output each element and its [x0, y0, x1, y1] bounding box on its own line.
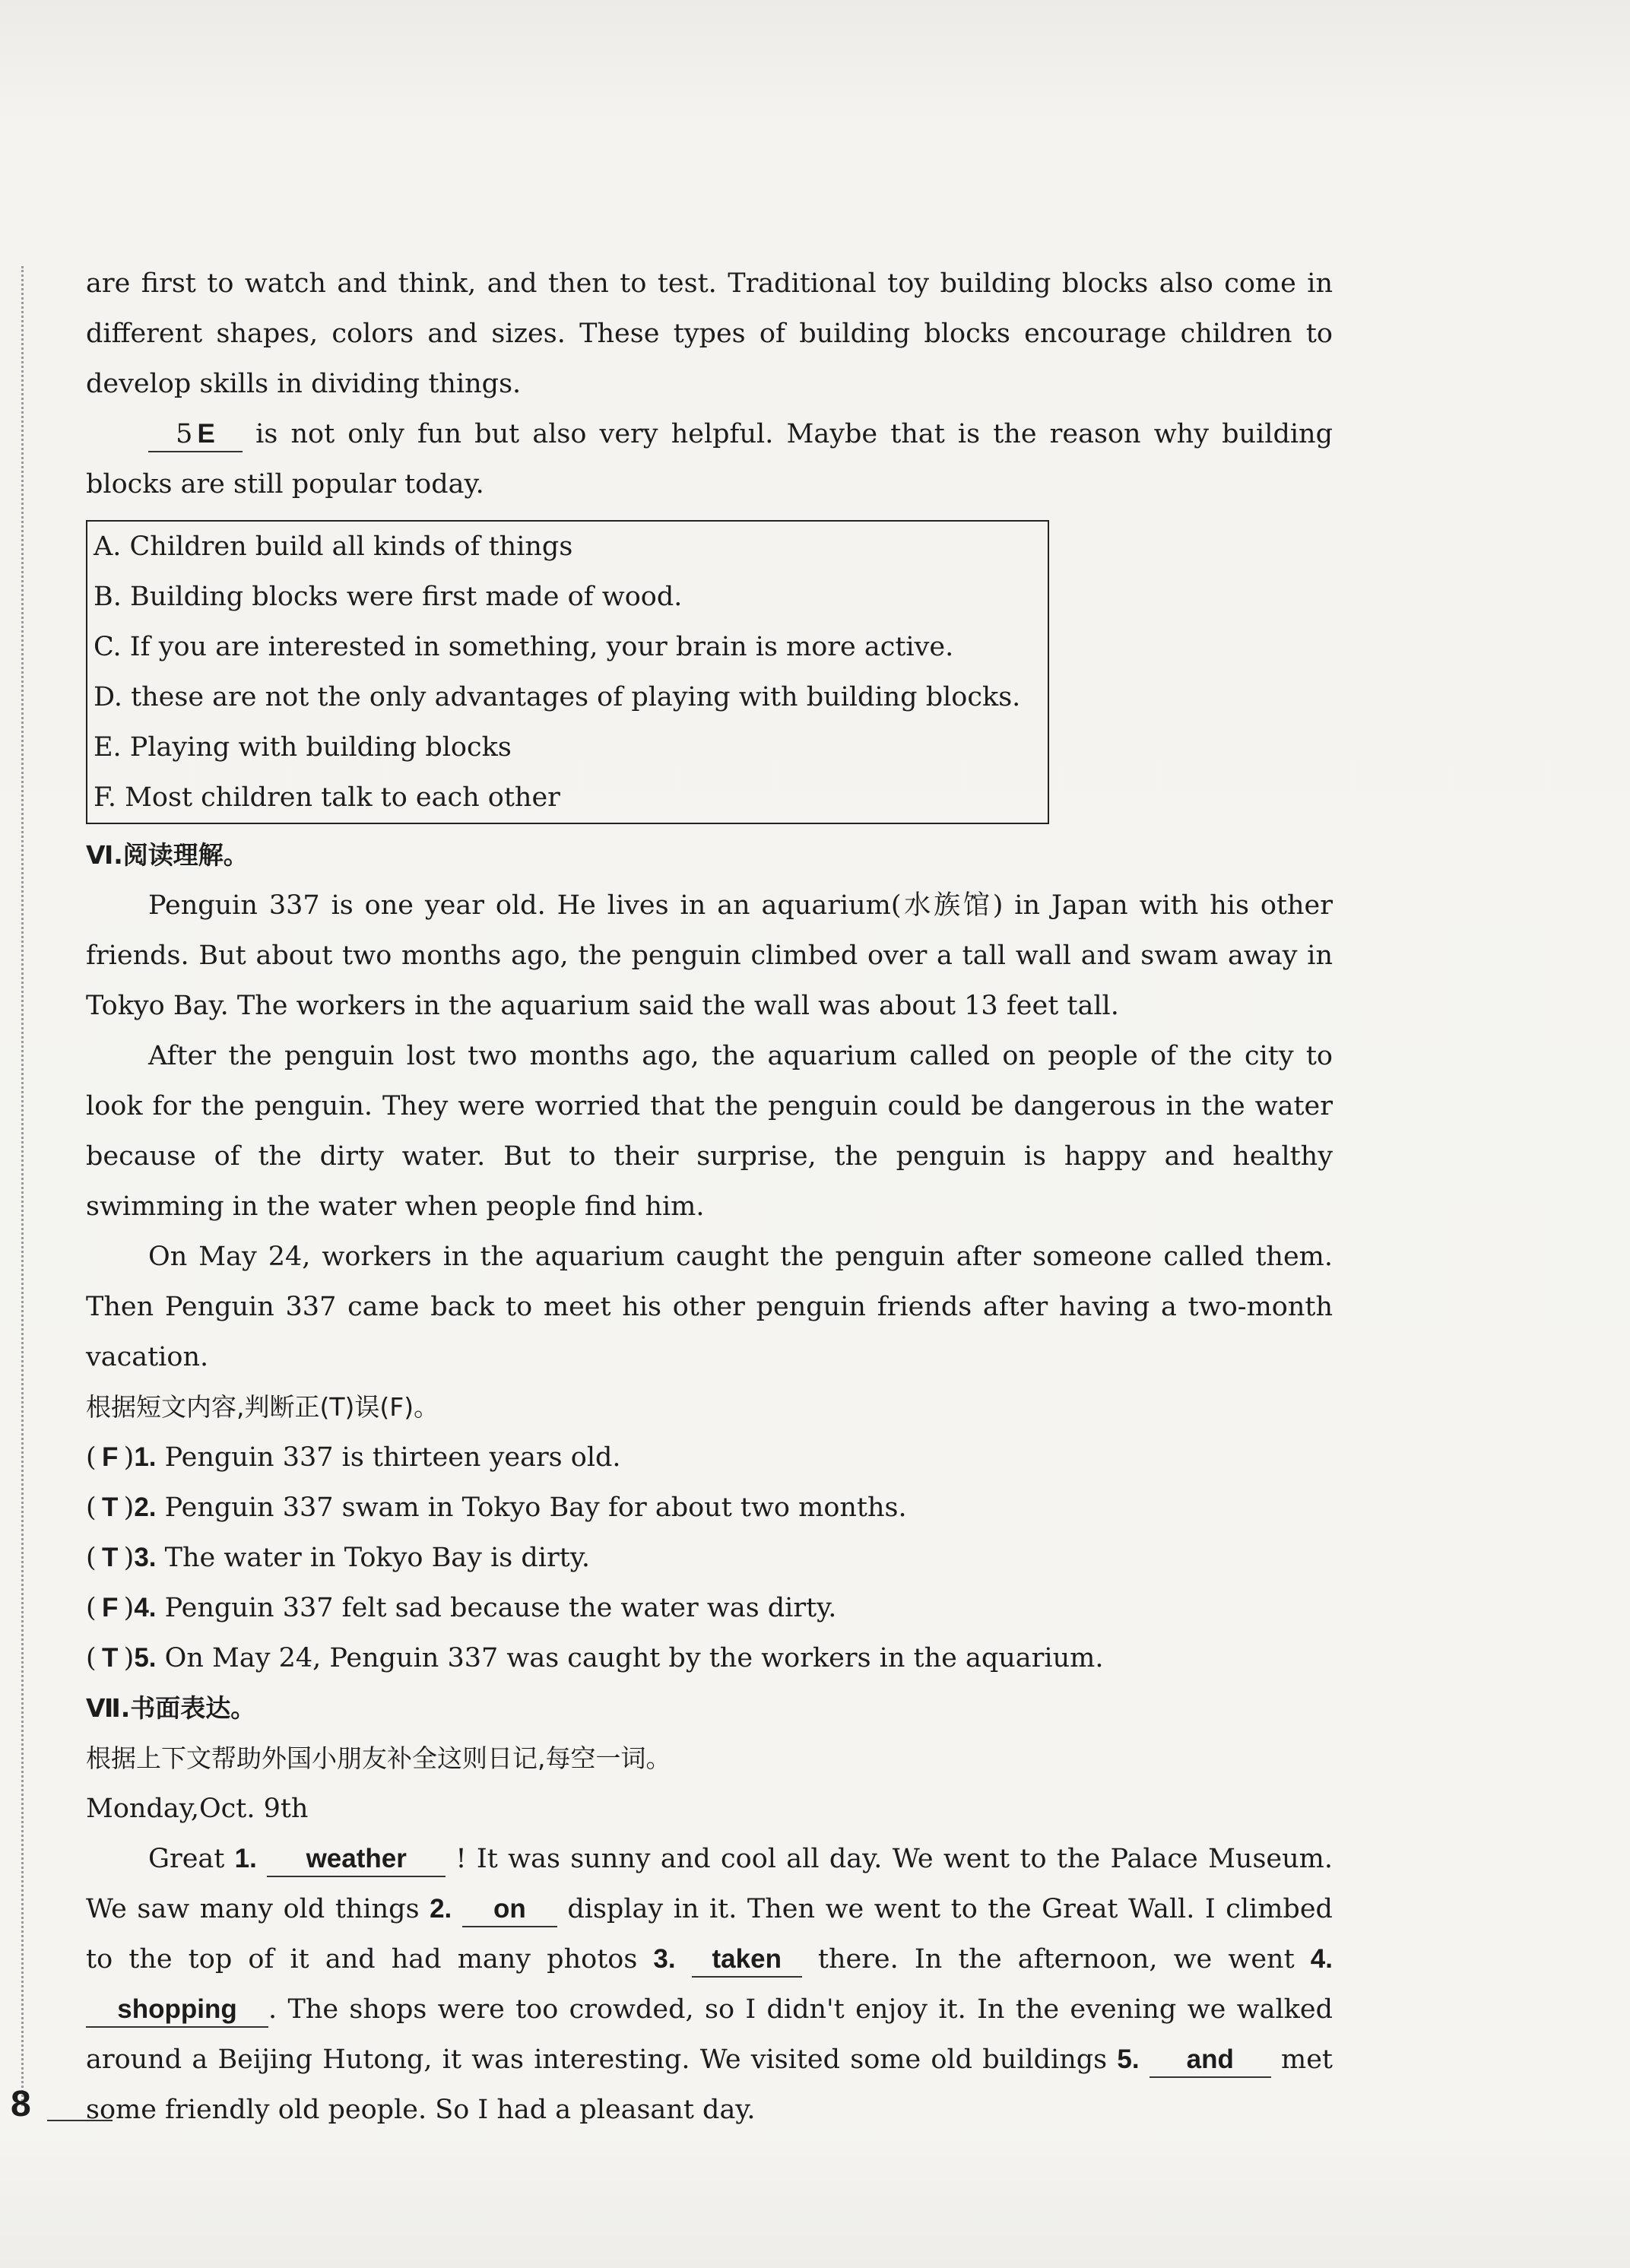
tf-answer[interactable]: T	[101, 1643, 119, 1673]
section-6-heading: Ⅵ.阅读理解。	[86, 840, 249, 870]
blank-number-2: 2.	[430, 1894, 452, 1924]
blank-number-3: 3.	[653, 1944, 676, 1974]
diary-text: met some friendly old people. So I had a pleasant day.	[86, 2044, 1333, 2125]
answer-blank-5-diary[interactable]: and	[1150, 2043, 1271, 2078]
content-area	[86, 259, 1333, 2135]
tf-answer[interactable]: F	[101, 1442, 119, 1472]
writing-instruction: 根据上下文帮助外国小朋友补全这则日记,每空一词。	[86, 1743, 671, 1773]
option-f: F. Most children talk to each other	[94, 782, 560, 813]
option-a: A. Children build all kinds of things	[94, 531, 573, 562]
answer-blank-4[interactable]: shopping	[86, 1993, 268, 2028]
blank-answer: E	[197, 419, 215, 449]
tf-question-2: ( T )2. Penguin 337 swam in Tokyo Bay for about two months.	[86, 1483, 1333, 1533]
tf-text: Penguin 337 felt sad because the water was dirty.	[164, 1593, 837, 1623]
tf-text: The water in Tokyo Bay is dirty.	[164, 1543, 590, 1573]
reading-paragraph-3: On May 24, workers in the aquarium caught the penguin after someone called them. Then Penguin 337 came back to meet his other penguin friends after having a two-month vacation.	[86, 1242, 1333, 1372]
blank-number-1: 1.	[234, 1844, 257, 1873]
answer-blank-3[interactable]: taken	[692, 1943, 802, 1978]
diary-text: display in it. Then we went to the Great Wall. I climbed to the top of it and had many photos	[86, 1894, 1333, 1975]
passage-paragraph-with-blank	[86, 409, 1333, 509]
tf-number: 4.	[134, 1593, 157, 1622]
answer-blank-5[interactable]	[148, 417, 243, 452]
blank-number-4: 4.	[1310, 1944, 1333, 1974]
diary-text: ! It was sunny and cool all day. We went to the Palace Museum. We saw many old things	[86, 1844, 1333, 1924]
tf-text: Penguin 337 swam in Tokyo Bay for about two months.	[164, 1492, 907, 1523]
diary-text: . The shops were too crowded, so I didn't enjoy it. In the evening we walked around a Beijing Hutong, it was interesting. We visited some old buildings	[86, 1994, 1333, 2075]
tf-question-5: ( T )5. On May 24, Penguin 337 was caught by the workers in the aquarium.	[86, 1633, 1333, 1683]
section-7-heading: Ⅶ.书面表达。	[86, 1693, 256, 1723]
option-e: E. Playing with building blocks	[94, 732, 512, 763]
blank-number: 5	[176, 419, 193, 449]
answer-blank-2[interactable]: on	[462, 1892, 557, 1927]
page-number-rule	[47, 2120, 113, 2121]
reading-paragraph-1: Penguin 337 is one year old. He lives in an aquarium(水族馆) in Japan with his other friends. But about two months ago, the penguin climbed over a tall wall and swam away in Tokyo Bay. The workers in the aquarium said the wall was about 13 feet tall.	[86, 890, 1333, 1021]
page-number: 8	[11, 2084, 31, 2124]
tf-number: 2.	[134, 1492, 157, 1522]
option-c: C. If you are interested in something, your brain is more active.	[94, 632, 954, 662]
reading-paragraph-2: After the penguin lost two months ago, the aquarium called on people of the city to look for the penguin. They were worried that the penguin could be dangerous in the water because of the dirty water. But to their surprise, the penguin is happy and healthy swimming in the water when people find him.	[86, 1041, 1333, 1222]
tf-text: On May 24, Penguin 337 was caught by the workers in the aquarium.	[164, 1643, 1104, 1673]
diary-paragraph	[86, 1834, 1333, 2135]
tf-number: 3.	[134, 1543, 157, 1572]
tf-number: 1.	[134, 1442, 157, 1472]
tf-question-3: ( T )3. The water in Tokyo Bay is dirty.	[86, 1533, 1333, 1583]
tf-answer[interactable]: T	[101, 1543, 119, 1572]
passage-paragraph: are first to watch and think, and then to test. Traditional toy building blocks also come in different shapes, colors and sizes. These types of building blocks encourage children to develop skills in dividing things.	[86, 268, 1333, 399]
tf-text: Penguin 337 is thirteen years old.	[164, 1442, 621, 1473]
passage-text: is not only fun but also very helpful. Maybe that is the reason why building blocks are still popular today.	[86, 419, 1333, 500]
diary-text: Great	[148, 1844, 225, 1874]
tf-instruction: 根据短文内容,判断正(T)误(F)。	[86, 1392, 439, 1422]
option-b: B. Building blocks were first made of wood.	[94, 582, 683, 612]
tf-question-4: ( F )4. Penguin 337 felt sad because the water was dirty.	[86, 1583, 1333, 1633]
binding-margin-line	[21, 266, 24, 2106]
options-box	[86, 520, 1049, 824]
tf-answer[interactable]: T	[101, 1492, 119, 1522]
blank-number-5: 5.	[1117, 2044, 1140, 2074]
tf-question-1: ( F )1. Penguin 337 is thirteen years old.	[86, 1432, 1333, 1483]
diary-text: there. In the afternoon, we went	[817, 1944, 1295, 1975]
tf-number: 5.	[134, 1643, 157, 1673]
tf-answer[interactable]: F	[101, 1593, 119, 1622]
answer-blank-1[interactable]: weather	[267, 1842, 446, 1877]
diary-date: Monday,Oct. 9th	[86, 1794, 309, 1824]
option-d: D. these are not the only advantages of playing with building blocks.	[94, 682, 1021, 712]
